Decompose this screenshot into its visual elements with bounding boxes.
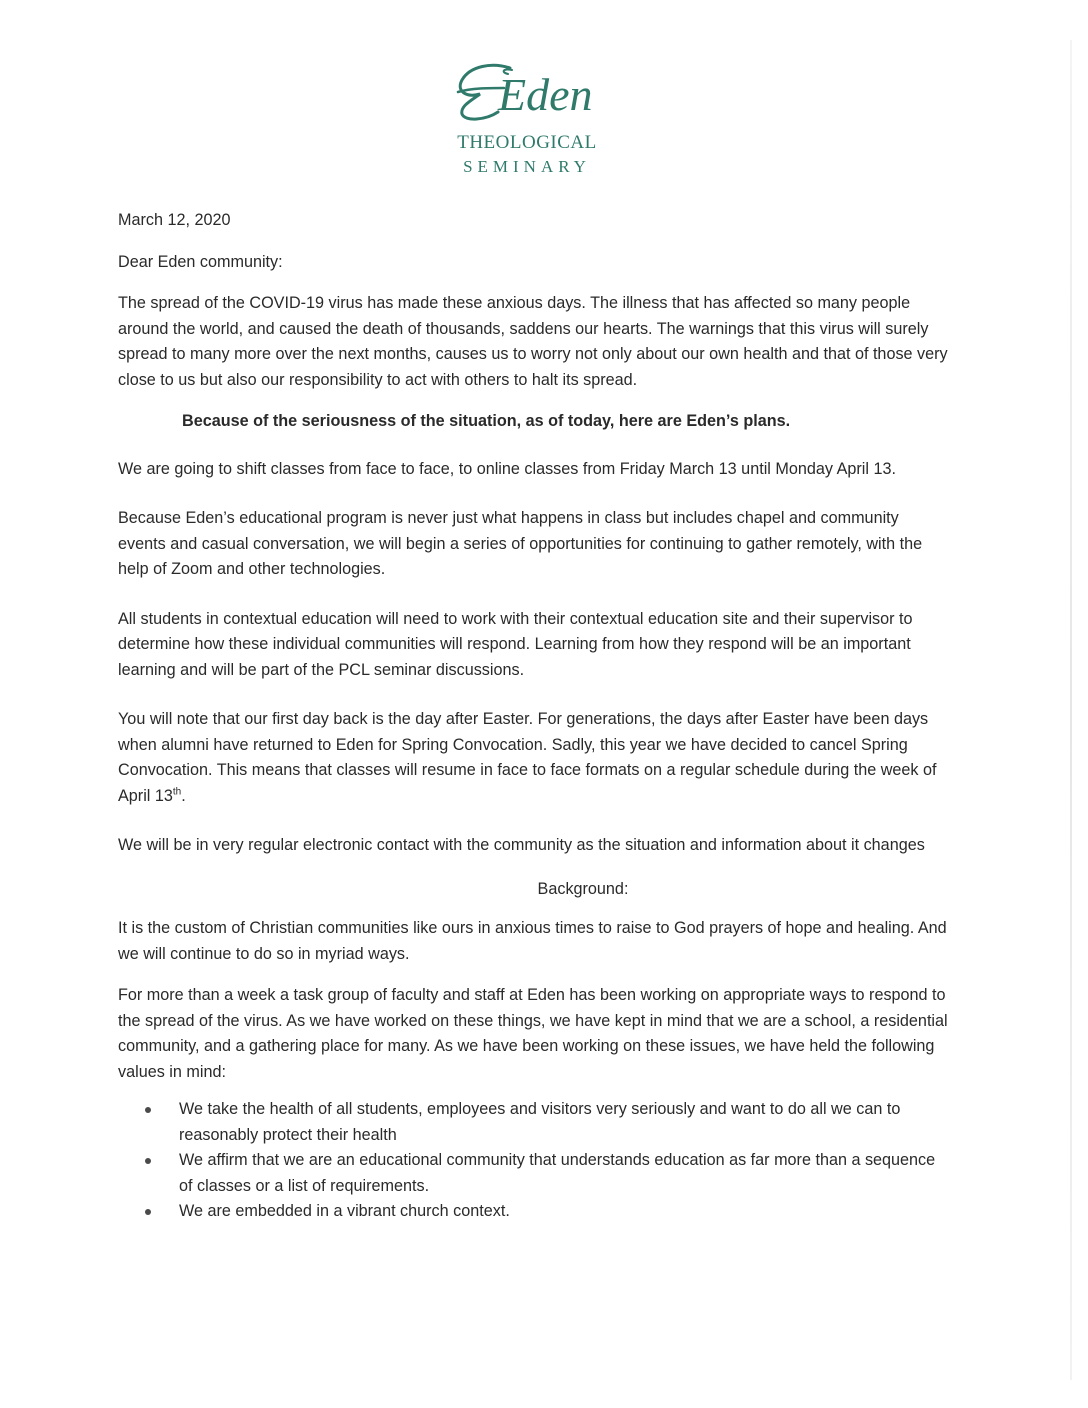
logo-seminary: SEMINARY: [463, 157, 591, 176]
list-item: [118, 1097, 948, 1148]
eden-script-text: Eden: [498, 69, 593, 120]
value-text: We take the health of all students, employees and visitors very seriously and want to do all we can to reasonably protect their health: [179, 1100, 901, 1144]
value-text: We are embedded in a vibrant church context.: [179, 1202, 510, 1220]
value-text: We affirm that we are an educational community that understands education as far more than a sequence of classes or a list of requirements.: [179, 1151, 936, 1195]
bullet-icon: [145, 1158, 151, 1164]
bullet-icon: [145, 1107, 151, 1113]
plans-heading: Because of the seriousness of the situation, as of today, here are Eden’s plans.: [182, 412, 791, 430]
intro-paragraph: The spread of the COVID-19 virus has made these anxious days. The illness that has affected so many people around the world, and caused the death of thousands, saddens our hearts. The warnings that this virus will surely spread to many more over the next months, causes us to worry not only about our own health and that of those very close to us but also our responsibility to act with others to halt its spread.: [118, 294, 948, 389]
eden-script-wordmark: [452, 58, 602, 128]
background-heading: Background:: [537, 879, 629, 898]
plan-easter-convocation: [118, 707, 948, 809]
list-item: [118, 1148, 948, 1199]
plan-easter-period: .: [181, 786, 186, 805]
scan-edge-shadow: [1070, 40, 1072, 1380]
background-task-paragraph: For more than a week a task group of faculty and staff at Eden has been working on appropriate ways to respond to the spread of the virus. As we have worked on these things, we have kept in mind that we are a school, a residential community, and a gathering place for many. As we have been working on these issues, we have held the following values in mind:: [118, 986, 948, 1081]
ordinal-suffix: th: [172, 786, 182, 798]
plan-contact: We will be in very regular electronic contact with the community as the situation and information about it changes: [118, 836, 925, 854]
eden-seminary-logo: [452, 58, 602, 182]
list-item: [118, 1199, 948, 1225]
letter-salutation: Dear Eden community:: [118, 252, 283, 271]
background-custom-paragraph: It is the custom of Christian communities like ours in anxious times to raise to God prayers of hope and healing. And we will continue to do so in myriad ways.: [118, 919, 947, 963]
plan-online-classes: We are going to shift classes from face to face, to online classes from Friday March 13 until Monday April 13.: [118, 459, 896, 478]
plan-remote-gathering: Because Eden’s educational program is never just what happens in class but includes chapel and community events and casual conversation, we will begin a series of opportunities for continuing to gather remotely, with the help of Zoom and other technologies.: [118, 509, 923, 578]
letter-date: March 12, 2020: [118, 211, 231, 229]
plan-easter-text: You will note that our first day back is the day after Easter. For generations, the days after Easter have been days when alumni have returned to Eden for Spring Convocation. Sadly, this year we have decided to cancel Spring Convocation. This means that classes will resume in face to face formats on a regular schedule during the week of April 13: [118, 710, 937, 805]
values-list: [118, 1097, 948, 1225]
bullet-icon: [145, 1209, 151, 1215]
letter-body: [118, 208, 948, 1225]
plan-contextual-education: All students in contextual education will need to work with their contextual education site and their supervisor to determine how these individual communities will respond. Learning from how they respond will be an important learning and will be part of the PCL seminar discussions.: [118, 609, 913, 679]
logo-theological: THEOLOGICAL: [457, 132, 597, 153]
